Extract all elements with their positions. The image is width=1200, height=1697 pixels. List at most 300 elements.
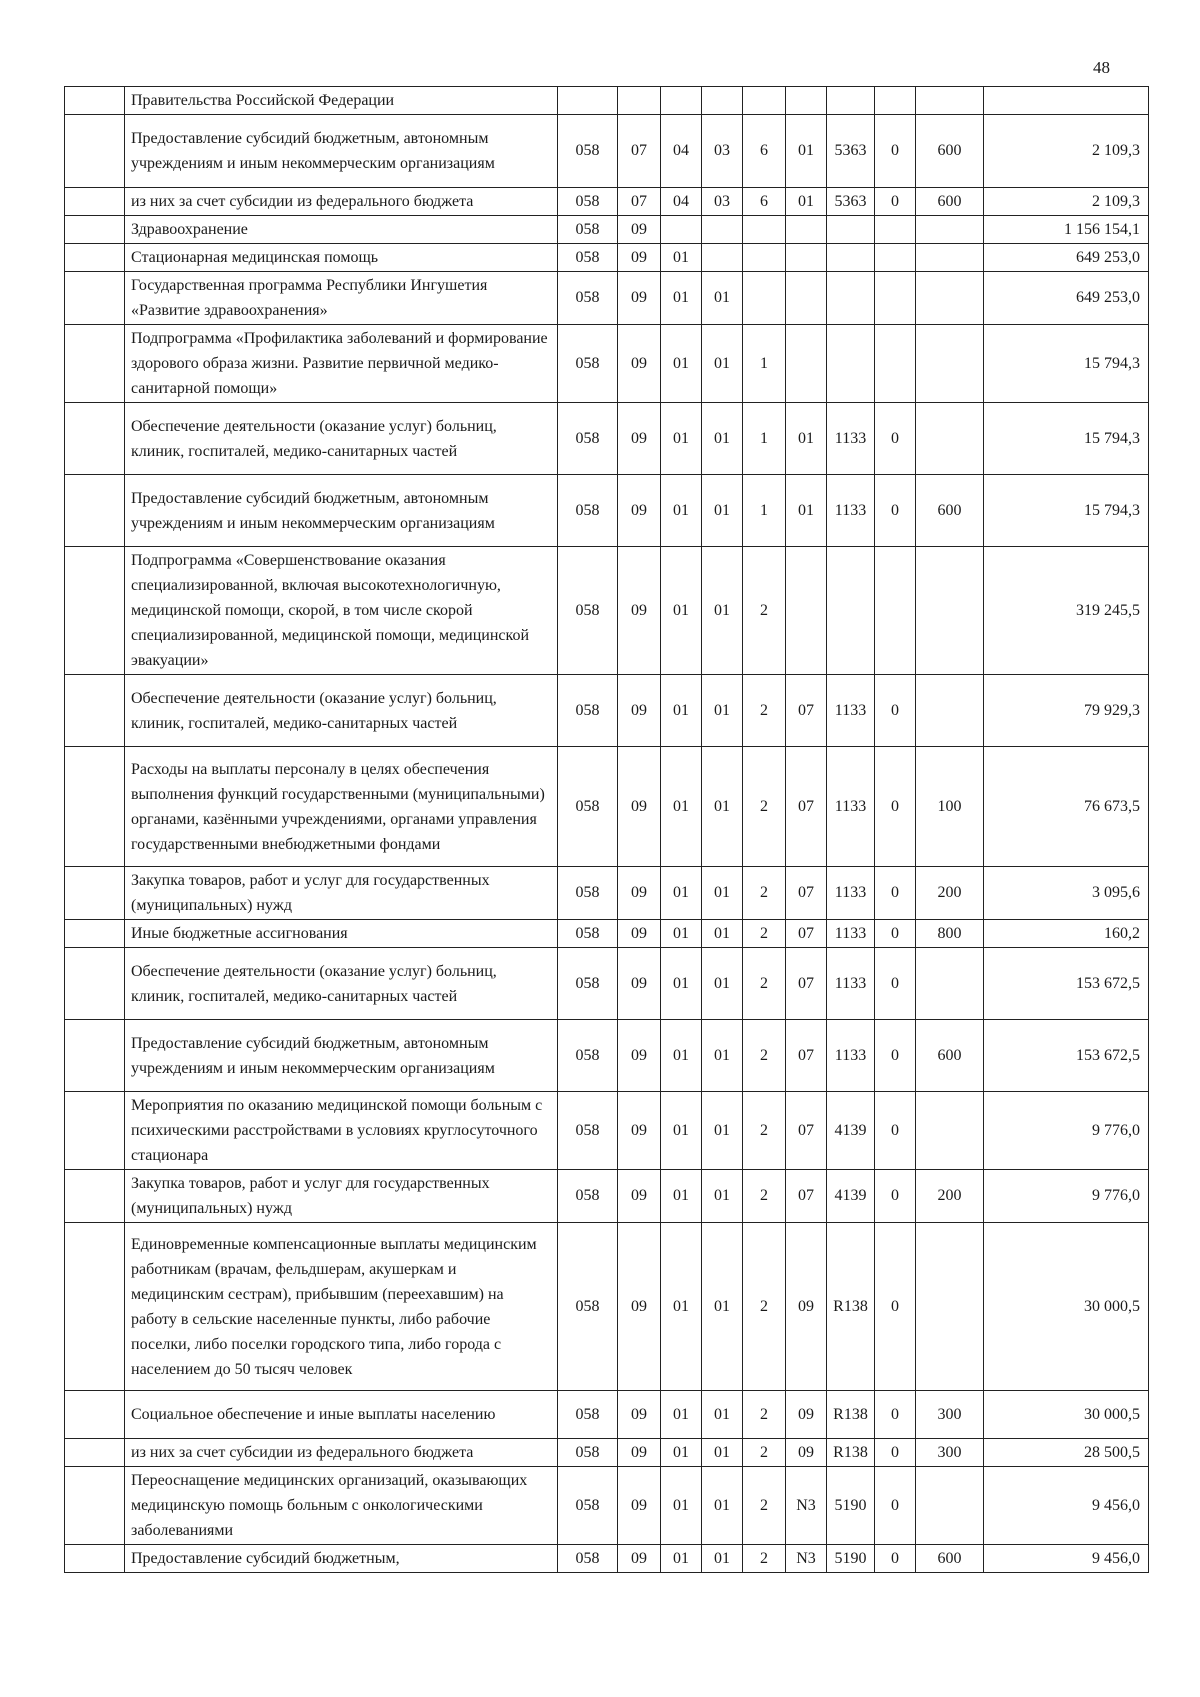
row-number-cell <box>65 1170 125 1223</box>
section-code-cell: 09 <box>618 1467 661 1545</box>
department-code-cell: 058 <box>558 867 618 920</box>
subprogram-code-cell: 2 <box>743 1020 786 1092</box>
department-code-cell: 058 <box>558 115 618 188</box>
subprogram-code-cell <box>743 272 786 325</box>
department-code-cell: 058 <box>558 1170 618 1223</box>
item-name-cell: из них за счет субсидии из федерального бюджета <box>125 1439 558 1467</box>
direction-suffix-code-cell <box>875 547 916 675</box>
expense-type-code-cell <box>916 244 984 272</box>
expense-type-code-cell: 100 <box>916 747 984 867</box>
row-number-cell <box>65 272 125 325</box>
row-number-cell <box>65 948 125 1020</box>
section-code-cell: 09 <box>618 547 661 675</box>
subsection-code-cell: 01 <box>661 475 702 547</box>
item-name-cell: Социальное обеспечение и иные выплаты населению <box>125 1391 558 1439</box>
amount-cell: 28 500,5 <box>984 1439 1149 1467</box>
item-name-cell: Предоставление субсидий бюджетным, автономным учреждениям и иным некоммерческим организациям <box>125 1020 558 1092</box>
subprogram-code-cell: 2 <box>743 747 786 867</box>
main-activity-code-cell: 07 <box>786 867 827 920</box>
direction-code-cell <box>827 216 875 244</box>
item-name-cell: Подпрограмма «Профилактика заболеваний и формирование здорового образа жизни. Развитие первичной медико-санитарной помощи» <box>125 325 558 403</box>
department-code-cell <box>558 87 618 115</box>
expense-type-code-cell <box>916 675 984 747</box>
section-code-cell: 09 <box>618 475 661 547</box>
main-activity-code-cell: 01 <box>786 475 827 547</box>
program-code-cell <box>702 216 743 244</box>
subprogram-code-cell: 1 <box>743 325 786 403</box>
direction-suffix-code-cell: 0 <box>875 867 916 920</box>
department-code-cell: 058 <box>558 1467 618 1545</box>
program-code-cell: 01 <box>702 675 743 747</box>
section-code-cell: 09 <box>618 1170 661 1223</box>
direction-code-cell: 4139 <box>827 1092 875 1170</box>
item-name-cell: Подпрограмма «Совершенствование оказания специализированной, включая высокотехнологичную, медицинской помощи, скорой, в том числе скорой специализированной, медицинской помощи, медицинской эвакуации» <box>125 547 558 675</box>
section-code-cell: 07 <box>618 115 661 188</box>
subsection-code-cell: 01 <box>661 1467 702 1545</box>
subsection-code-cell: 01 <box>661 1092 702 1170</box>
subsection-code-cell: 01 <box>661 325 702 403</box>
subsection-code-cell: 01 <box>661 1170 702 1223</box>
program-code-cell <box>702 87 743 115</box>
expense-type-code-cell <box>916 948 984 1020</box>
expense-type-code-cell <box>916 403 984 475</box>
subsection-code-cell <box>661 87 702 115</box>
page-number: 48 <box>1093 58 1110 77</box>
budget-table <box>64 86 1149 1573</box>
section-code-cell: 09 <box>618 1391 661 1439</box>
department-code-cell: 058 <box>558 675 618 747</box>
department-code-cell: 058 <box>558 948 618 1020</box>
section-code-cell: 09 <box>618 747 661 867</box>
program-code-cell: 03 <box>702 115 743 188</box>
amount-cell: 15 794,3 <box>984 325 1149 403</box>
direction-suffix-code-cell <box>875 272 916 325</box>
subprogram-code-cell: 2 <box>743 675 786 747</box>
program-code-cell: 01 <box>702 948 743 1020</box>
table-row <box>65 547 1149 675</box>
expense-type-code-cell <box>916 547 984 675</box>
main-activity-code-cell <box>786 87 827 115</box>
item-name-cell: Обеспечение деятельности (оказание услуг) больниц, клиник, госпиталей, медико-санитарных частей <box>125 675 558 747</box>
direction-code-cell: 1133 <box>827 403 875 475</box>
table-row <box>65 920 1149 948</box>
row-number-cell <box>65 1391 125 1439</box>
amount-cell: 9 776,0 <box>984 1170 1149 1223</box>
expense-type-code-cell: 200 <box>916 1170 984 1223</box>
program-code-cell: 01 <box>702 403 743 475</box>
program-code-cell: 03 <box>702 188 743 216</box>
item-name-cell: Предоставление субсидий бюджетным, автономным учреждениям и иным некоммерческим организациям <box>125 115 558 188</box>
direction-code-cell: R138 <box>827 1223 875 1391</box>
expense-type-code-cell <box>916 272 984 325</box>
direction-code-cell: 5363 <box>827 115 875 188</box>
section-code-cell: 09 <box>618 1092 661 1170</box>
amount-cell: 319 245,5 <box>984 547 1149 675</box>
direction-suffix-code-cell: 0 <box>875 475 916 547</box>
section-code-cell: 09 <box>618 403 661 475</box>
department-code-cell: 058 <box>558 403 618 475</box>
amount-cell: 3 095,6 <box>984 867 1149 920</box>
row-number-cell <box>65 1545 125 1573</box>
direction-suffix-code-cell <box>875 325 916 403</box>
section-code-cell: 09 <box>618 867 661 920</box>
item-name-cell: Предоставление субсидий бюджетным, автономным учреждениям и иным некоммерческим организациям <box>125 475 558 547</box>
program-code-cell: 01 <box>702 272 743 325</box>
row-number-cell <box>65 920 125 948</box>
row-number-cell <box>65 547 125 675</box>
department-code-cell: 058 <box>558 244 618 272</box>
subprogram-code-cell: 2 <box>743 1467 786 1545</box>
subsection-code-cell: 01 <box>661 675 702 747</box>
subprogram-code-cell: 2 <box>743 867 786 920</box>
subprogram-code-cell: 2 <box>743 1223 786 1391</box>
table-row <box>65 115 1149 188</box>
direction-code-cell: 1133 <box>827 948 875 1020</box>
direction-code-cell: 1133 <box>827 920 875 948</box>
department-code-cell: 058 <box>558 920 618 948</box>
program-code-cell <box>702 244 743 272</box>
subsection-code-cell: 01 <box>661 272 702 325</box>
direction-code-cell <box>827 272 875 325</box>
item-name-cell: Правительства Российской Федерации <box>125 87 558 115</box>
section-code-cell: 09 <box>618 920 661 948</box>
direction-code-cell <box>827 325 875 403</box>
subprogram-code-cell <box>743 87 786 115</box>
row-number-cell <box>65 244 125 272</box>
row-number-cell <box>65 1020 125 1092</box>
main-activity-code-cell: 01 <box>786 188 827 216</box>
subprogram-code-cell <box>743 216 786 244</box>
subprogram-code-cell: 2 <box>743 1391 786 1439</box>
amount-cell: 2 109,3 <box>984 115 1149 188</box>
table-row <box>65 948 1149 1020</box>
expense-type-code-cell <box>916 1467 984 1545</box>
item-name-cell: Закупка товаров, работ и услуг для государственных (муниципальных) нужд <box>125 867 558 920</box>
amount-cell: 30 000,5 <box>984 1391 1149 1439</box>
amount-cell: 15 794,3 <box>984 475 1149 547</box>
amount-cell: 153 672,5 <box>984 948 1149 1020</box>
expense-type-code-cell <box>916 87 984 115</box>
department-code-cell: 058 <box>558 216 618 244</box>
program-code-cell: 01 <box>702 1439 743 1467</box>
table-row <box>65 867 1149 920</box>
direction-suffix-code-cell: 0 <box>875 1391 916 1439</box>
item-name-cell: Стационарная медицинская помощь <box>125 244 558 272</box>
row-number-cell <box>65 1223 125 1391</box>
amount-cell: 649 253,0 <box>984 244 1149 272</box>
main-activity-code-cell: 09 <box>786 1391 827 1439</box>
direction-suffix-code-cell: 0 <box>875 1092 916 1170</box>
section-code-cell <box>618 87 661 115</box>
row-number-cell <box>65 216 125 244</box>
subsection-code-cell: 01 <box>661 1545 702 1573</box>
amount-cell: 649 253,0 <box>984 272 1149 325</box>
expense-type-code-cell <box>916 325 984 403</box>
main-activity-code-cell: 07 <box>786 1020 827 1092</box>
table-row <box>65 1439 1149 1467</box>
department-code-cell: 058 <box>558 475 618 547</box>
program-code-cell: 01 <box>702 1545 743 1573</box>
table-row <box>65 1020 1149 1092</box>
item-name-cell: Переоснащение медицинских организаций, оказывающих медицинскую помощь больным с онкологическими заболеваниями <box>125 1467 558 1545</box>
subsection-code-cell: 01 <box>661 1439 702 1467</box>
table-row <box>65 403 1149 475</box>
amount-cell <box>984 87 1149 115</box>
program-code-cell: 01 <box>702 325 743 403</box>
department-code-cell: 058 <box>558 272 618 325</box>
amount-cell: 76 673,5 <box>984 747 1149 867</box>
direction-code-cell: 1133 <box>827 1020 875 1092</box>
direction-code-cell: 1133 <box>827 747 875 867</box>
section-code-cell: 09 <box>618 325 661 403</box>
department-code-cell: 058 <box>558 1439 618 1467</box>
amount-cell: 9 456,0 <box>984 1545 1149 1573</box>
department-code-cell: 058 <box>558 1545 618 1573</box>
expense-type-code-cell <box>916 216 984 244</box>
expense-type-code-cell <box>916 1092 984 1170</box>
section-code-cell: 09 <box>618 272 661 325</box>
row-number-cell <box>65 1467 125 1545</box>
main-activity-code-cell <box>786 244 827 272</box>
expense-type-code-cell: 600 <box>916 1545 984 1573</box>
item-name-cell: Единовременные компенсационные выплаты медицинским работникам (врачам, фельдшерам, акушеркам и медицинским сестрам), прибывшим (переехавшим) на работу в сельские населенные пункты, либо рабочие поселки, либо поселки городского типа, либо города с населением до 50 тысяч человек <box>125 1223 558 1391</box>
direction-suffix-code-cell: 0 <box>875 188 916 216</box>
table-row <box>65 1223 1149 1391</box>
amount-cell: 79 929,3 <box>984 675 1149 747</box>
program-code-cell: 01 <box>702 1467 743 1545</box>
direction-code-cell: R138 <box>827 1391 875 1439</box>
direction-suffix-code-cell: 0 <box>875 920 916 948</box>
program-code-cell: 01 <box>702 920 743 948</box>
subsection-code-cell: 01 <box>661 920 702 948</box>
department-code-cell: 058 <box>558 1092 618 1170</box>
amount-cell: 15 794,3 <box>984 403 1149 475</box>
main-activity-code-cell: 07 <box>786 675 827 747</box>
direction-code-cell: 4139 <box>827 1170 875 1223</box>
direction-suffix-code-cell: 0 <box>875 747 916 867</box>
section-code-cell: 09 <box>618 1439 661 1467</box>
direction-suffix-code-cell: 0 <box>875 948 916 1020</box>
subsection-code-cell: 01 <box>661 244 702 272</box>
table-row <box>65 325 1149 403</box>
section-code-cell: 09 <box>618 1545 661 1573</box>
table-row <box>65 747 1149 867</box>
main-activity-code-cell: N3 <box>786 1545 827 1573</box>
budget-table-body <box>65 87 1149 1573</box>
expense-type-code-cell: 600 <box>916 475 984 547</box>
direction-code-cell: 1133 <box>827 867 875 920</box>
direction-suffix-code-cell <box>875 87 916 115</box>
direction-suffix-code-cell <box>875 244 916 272</box>
row-number-cell <box>65 325 125 403</box>
direction-suffix-code-cell: 0 <box>875 1170 916 1223</box>
section-code-cell: 09 <box>618 244 661 272</box>
direction-code-cell: 5190 <box>827 1545 875 1573</box>
program-code-cell: 01 <box>702 475 743 547</box>
subsection-code-cell: 01 <box>661 403 702 475</box>
direction-suffix-code-cell: 0 <box>875 403 916 475</box>
subprogram-code-cell: 2 <box>743 1439 786 1467</box>
expense-type-code-cell: 800 <box>916 920 984 948</box>
subsection-code-cell <box>661 216 702 244</box>
table-row <box>65 1092 1149 1170</box>
row-number-cell <box>65 1439 125 1467</box>
direction-suffix-code-cell: 0 <box>875 1223 916 1391</box>
subprogram-code-cell: 1 <box>743 403 786 475</box>
subsection-code-cell: 04 <box>661 188 702 216</box>
item-name-cell: из них за счет субсидии из федерального бюджета <box>125 188 558 216</box>
table-row <box>65 475 1149 547</box>
main-activity-code-cell: N3 <box>786 1467 827 1545</box>
row-number-cell <box>65 747 125 867</box>
section-code-cell: 09 <box>618 948 661 1020</box>
main-activity-code-cell: 07 <box>786 920 827 948</box>
subprogram-code-cell: 2 <box>743 948 786 1020</box>
subprogram-code-cell <box>743 244 786 272</box>
table-row <box>65 216 1149 244</box>
item-name-cell: Государственная программа Республики Ингушетия «Развитие здравоохранения» <box>125 272 558 325</box>
program-code-cell: 01 <box>702 547 743 675</box>
direction-suffix-code-cell: 0 <box>875 1545 916 1573</box>
main-activity-code-cell: 01 <box>786 115 827 188</box>
subprogram-code-cell: 6 <box>743 115 786 188</box>
direction-code-cell: 1133 <box>827 475 875 547</box>
subprogram-code-cell: 1 <box>743 475 786 547</box>
item-name-cell: Обеспечение деятельности (оказание услуг) больниц, клиник, госпиталей, медико-санитарных частей <box>125 403 558 475</box>
direction-suffix-code-cell: 0 <box>875 1439 916 1467</box>
subprogram-code-cell: 2 <box>743 1092 786 1170</box>
main-activity-code-cell <box>786 216 827 244</box>
subsection-code-cell: 01 <box>661 867 702 920</box>
department-code-cell: 058 <box>558 547 618 675</box>
row-number-cell <box>65 867 125 920</box>
subprogram-code-cell: 6 <box>743 188 786 216</box>
direction-suffix-code-cell: 0 <box>875 675 916 747</box>
subsection-code-cell: 01 <box>661 948 702 1020</box>
row-number-cell <box>65 1092 125 1170</box>
table-row <box>65 1170 1149 1223</box>
main-activity-code-cell <box>786 272 827 325</box>
item-name-cell: Обеспечение деятельности (оказание услуг) больниц, клиник, госпиталей, медико-санитарных частей <box>125 948 558 1020</box>
direction-suffix-code-cell <box>875 216 916 244</box>
subprogram-code-cell: 2 <box>743 1545 786 1573</box>
row-number-cell <box>65 675 125 747</box>
item-name-cell: Иные бюджетные ассигнования <box>125 920 558 948</box>
direction-code-cell <box>827 87 875 115</box>
expense-type-code-cell: 600 <box>916 1020 984 1092</box>
direction-code-cell: 5363 <box>827 188 875 216</box>
expense-type-code-cell: 200 <box>916 867 984 920</box>
table-row <box>65 675 1149 747</box>
program-code-cell: 01 <box>702 747 743 867</box>
main-activity-code-cell: 07 <box>786 1092 827 1170</box>
table-row <box>65 1545 1149 1573</box>
section-code-cell: 09 <box>618 675 661 747</box>
subsection-code-cell: 01 <box>661 747 702 867</box>
amount-cell: 2 109,3 <box>984 188 1149 216</box>
subsection-code-cell: 01 <box>661 1223 702 1391</box>
main-activity-code-cell: 01 <box>786 403 827 475</box>
subsection-code-cell: 01 <box>661 1020 702 1092</box>
expense-type-code-cell: 600 <box>916 115 984 188</box>
program-code-cell: 01 <box>702 1223 743 1391</box>
department-code-cell: 058 <box>558 1391 618 1439</box>
expense-type-code-cell: 300 <box>916 1439 984 1467</box>
amount-cell: 153 672,5 <box>984 1020 1149 1092</box>
table-row <box>65 1391 1149 1439</box>
direction-code-cell: R138 <box>827 1439 875 1467</box>
subprogram-code-cell: 2 <box>743 920 786 948</box>
expense-type-code-cell: 300 <box>916 1391 984 1439</box>
row-number-cell <box>65 87 125 115</box>
program-code-cell: 01 <box>702 1391 743 1439</box>
main-activity-code-cell: 09 <box>786 1223 827 1391</box>
direction-code-cell <box>827 547 875 675</box>
direction-code-cell: 1133 <box>827 675 875 747</box>
department-code-cell: 058 <box>558 1223 618 1391</box>
subsection-code-cell: 01 <box>661 547 702 675</box>
program-code-cell: 01 <box>702 1020 743 1092</box>
amount-cell: 160,2 <box>984 920 1149 948</box>
expense-type-code-cell: 600 <box>916 188 984 216</box>
amount-cell: 1 156 154,1 <box>984 216 1149 244</box>
item-name-cell: Здравоохранение <box>125 216 558 244</box>
row-number-cell <box>65 115 125 188</box>
row-number-cell <box>65 475 125 547</box>
main-activity-code-cell: 09 <box>786 1439 827 1467</box>
department-code-cell: 058 <box>558 325 618 403</box>
section-code-cell: 09 <box>618 1020 661 1092</box>
subsection-code-cell: 01 <box>661 1391 702 1439</box>
direction-suffix-code-cell: 0 <box>875 1020 916 1092</box>
subprogram-code-cell: 2 <box>743 1170 786 1223</box>
section-code-cell: 09 <box>618 216 661 244</box>
section-code-cell: 09 <box>618 1223 661 1391</box>
table-row <box>65 244 1149 272</box>
item-name-cell: Расходы на выплаты персоналу в целях обеспечения выполнения функций государственными (муниципальными) органами, казёнными учреждениями, органами управления государственными внебюджетными фондами <box>125 747 558 867</box>
amount-cell: 9 776,0 <box>984 1092 1149 1170</box>
main-activity-code-cell <box>786 325 827 403</box>
amount-cell: 9 456,0 <box>984 1467 1149 1545</box>
program-code-cell: 01 <box>702 1170 743 1223</box>
subsection-code-cell: 04 <box>661 115 702 188</box>
row-number-cell <box>65 403 125 475</box>
main-activity-code-cell <box>786 547 827 675</box>
item-name-cell: Закупка товаров, работ и услуг для государственных (муниципальных) нужд <box>125 1170 558 1223</box>
direction-suffix-code-cell: 0 <box>875 115 916 188</box>
item-name-cell: Мероприятия по оказанию медицинской помощи больным с психическими расстройствами в условиях круглосуточного стационара <box>125 1092 558 1170</box>
direction-code-cell <box>827 244 875 272</box>
direction-suffix-code-cell: 0 <box>875 1467 916 1545</box>
table-row <box>65 1467 1149 1545</box>
table-row <box>65 272 1149 325</box>
program-code-cell: 01 <box>702 1092 743 1170</box>
table-row <box>65 87 1149 115</box>
amount-cell: 30 000,5 <box>984 1223 1149 1391</box>
program-code-cell: 01 <box>702 867 743 920</box>
section-code-cell: 07 <box>618 188 661 216</box>
main-activity-code-cell: 07 <box>786 948 827 1020</box>
department-code-cell: 058 <box>558 1020 618 1092</box>
item-name-cell: Предоставление субсидий бюджетным, <box>125 1545 558 1573</box>
direction-code-cell: 5190 <box>827 1467 875 1545</box>
expense-type-code-cell <box>916 1223 984 1391</box>
table-row <box>65 188 1149 216</box>
row-number-cell <box>65 188 125 216</box>
department-code-cell: 058 <box>558 188 618 216</box>
main-activity-code-cell: 07 <box>786 747 827 867</box>
subprogram-code-cell: 2 <box>743 547 786 675</box>
